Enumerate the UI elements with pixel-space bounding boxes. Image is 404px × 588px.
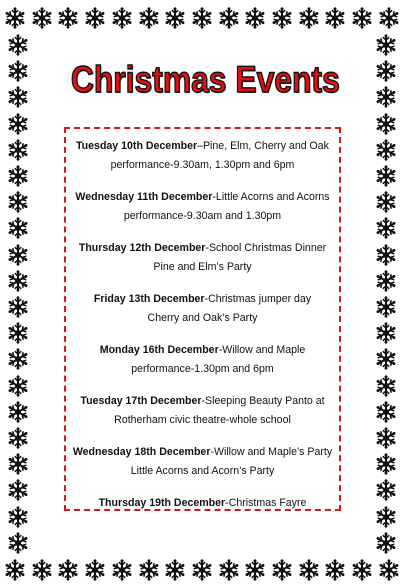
event-item [70, 341, 335, 379]
event-item [70, 290, 335, 328]
event-item [70, 239, 335, 277]
event-line-1 [70, 392, 335, 411]
event-day: Friday 13th December [93, 293, 205, 305]
event-details: -Willow and Maple [218, 344, 306, 356]
event-line-2: Cherry and Oak’s Party [147, 312, 258, 324]
event-item [70, 137, 335, 175]
snowflake-icon [375, 427, 397, 449]
page-title: Christmas Events [70, 59, 340, 100]
snowflake-icon [375, 244, 397, 266]
snowflake-icon [57, 559, 79, 581]
snowflake-icon [375, 60, 397, 82]
snowflake-icon [375, 217, 397, 239]
event-day: Monday 16th December [99, 344, 219, 356]
snowflake-icon [324, 559, 346, 581]
event-details: -Christmas Fayre [225, 497, 307, 509]
snowflake-icon [7, 86, 29, 108]
snowflake-icon [298, 7, 320, 29]
event-details: -Willow and Maple’s Party [210, 446, 333, 458]
snowflake-icon [7, 244, 29, 266]
snowflake-icon [351, 559, 373, 581]
snowflake-icon [7, 322, 29, 344]
event-line-1 [70, 341, 335, 360]
snowflake-icon [111, 559, 133, 581]
event-line-1 [70, 443, 335, 462]
snowflake-icon [111, 7, 133, 29]
snowflake-icon [375, 375, 397, 397]
snowflake-icon [138, 559, 160, 581]
event-day: Thursday 19th December [98, 497, 226, 509]
event-day: Tuesday 17th December [80, 395, 202, 407]
snowflake-icon [375, 296, 397, 318]
snowflake-icon [218, 7, 240, 29]
snowflake-icon [57, 7, 79, 29]
snowflake-icon [7, 60, 29, 82]
event-item [70, 494, 335, 513]
snowflake-icon [191, 7, 213, 29]
snowflake-icon [244, 559, 266, 581]
event-details: -Little Acorns and Acorns [212, 191, 330, 203]
snowflake-icon [375, 270, 397, 292]
snowflake-icon [31, 559, 53, 581]
snowflake-icon [7, 479, 29, 501]
snowflake-icon [4, 559, 26, 581]
snowflake-icon [7, 506, 29, 528]
snowflake-icon [271, 7, 293, 29]
event-line-1 [70, 494, 335, 513]
event-line-2: performance-1.30pm and 6pm [131, 363, 274, 375]
snowflake-icon [271, 559, 293, 581]
snowflake-icon [375, 532, 397, 554]
snowflake-icon [7, 401, 29, 423]
snowflake-icon [7, 427, 29, 449]
event-line-2: performance-9.30am, 1.30pm and 6pm [110, 159, 295, 171]
event-line-2: performance-9.30am and 1.30pm [123, 210, 282, 222]
snowflake-icon [7, 217, 29, 239]
snowflake-icon [191, 559, 213, 581]
snowflake-icon [7, 34, 29, 56]
snowflake-icon [7, 453, 29, 475]
snowflake-icon [375, 322, 397, 344]
snowflake-icon [7, 296, 29, 318]
event-item [70, 392, 335, 430]
snowflake-icon [375, 453, 397, 475]
event-line-1 [70, 290, 335, 309]
snowflake-icon [378, 559, 400, 581]
event-details: -Christmas jumper day [204, 293, 312, 305]
snowflake-icon [351, 7, 373, 29]
event-day: Thursday 12th December [78, 242, 206, 254]
snowflake-icon [378, 7, 400, 29]
snowflake-icon [7, 532, 29, 554]
event-details: -School Christmas Dinner [205, 242, 327, 254]
snowflake-icon [298, 559, 320, 581]
snowflake-border-right [372, 32, 400, 556]
event-line-2: Rotherham civic theatre-whole school [114, 414, 291, 426]
snowflake-icon [7, 375, 29, 397]
snowflake-icon [375, 113, 397, 135]
snowflake-border-top [0, 4, 404, 32]
event-line-1 [70, 188, 335, 207]
snowflake-icon [7, 165, 29, 187]
event-day: Tuesday 10th December [76, 140, 198, 152]
snowflake-icon [4, 7, 26, 29]
snowflake-icon [375, 165, 397, 187]
snowflake-border-bottom [0, 556, 404, 584]
snowflake-icon [7, 191, 29, 213]
event-line-2: Little Acorns and Acorn’s Party [130, 465, 275, 477]
snowflake-border-left [4, 32, 32, 556]
snowflake-icon [375, 348, 397, 370]
snowflake-icon [375, 506, 397, 528]
snowflake-icon [375, 139, 397, 161]
event-line-1 [70, 137, 335, 156]
snowflake-icon [244, 7, 266, 29]
snowflake-icon [31, 7, 53, 29]
snowflake-icon [375, 479, 397, 501]
events-box [64, 127, 341, 511]
snowflake-icon [218, 559, 240, 581]
event-day: Wednesday 11th December [75, 191, 213, 203]
snowflake-icon [7, 139, 29, 161]
event-line-2: Pine and Elm’s Party [153, 261, 252, 273]
snowflake-icon [375, 86, 397, 108]
snowflake-icon [7, 270, 29, 292]
snowflake-icon [138, 7, 160, 29]
snowflake-icon [84, 559, 106, 581]
snowflake-icon [375, 401, 397, 423]
event-details: –Pine, Elm, Cherry and Oak [197, 140, 329, 152]
snowflake-icon [324, 7, 346, 29]
event-details: -Sleeping Beauty Panto at [201, 395, 325, 407]
snowflake-icon [375, 34, 397, 56]
snowflake-icon [164, 559, 186, 581]
event-item [70, 443, 335, 481]
snowflake-icon [84, 7, 106, 29]
event-item [70, 188, 335, 226]
snowflake-icon [375, 191, 397, 213]
snowflake-icon [7, 113, 29, 135]
event-day: Wednesday 18th December [72, 446, 211, 458]
title-container [60, 52, 350, 108]
snowflake-icon [7, 348, 29, 370]
snowflake-icon [164, 7, 186, 29]
event-line-1 [70, 239, 335, 258]
